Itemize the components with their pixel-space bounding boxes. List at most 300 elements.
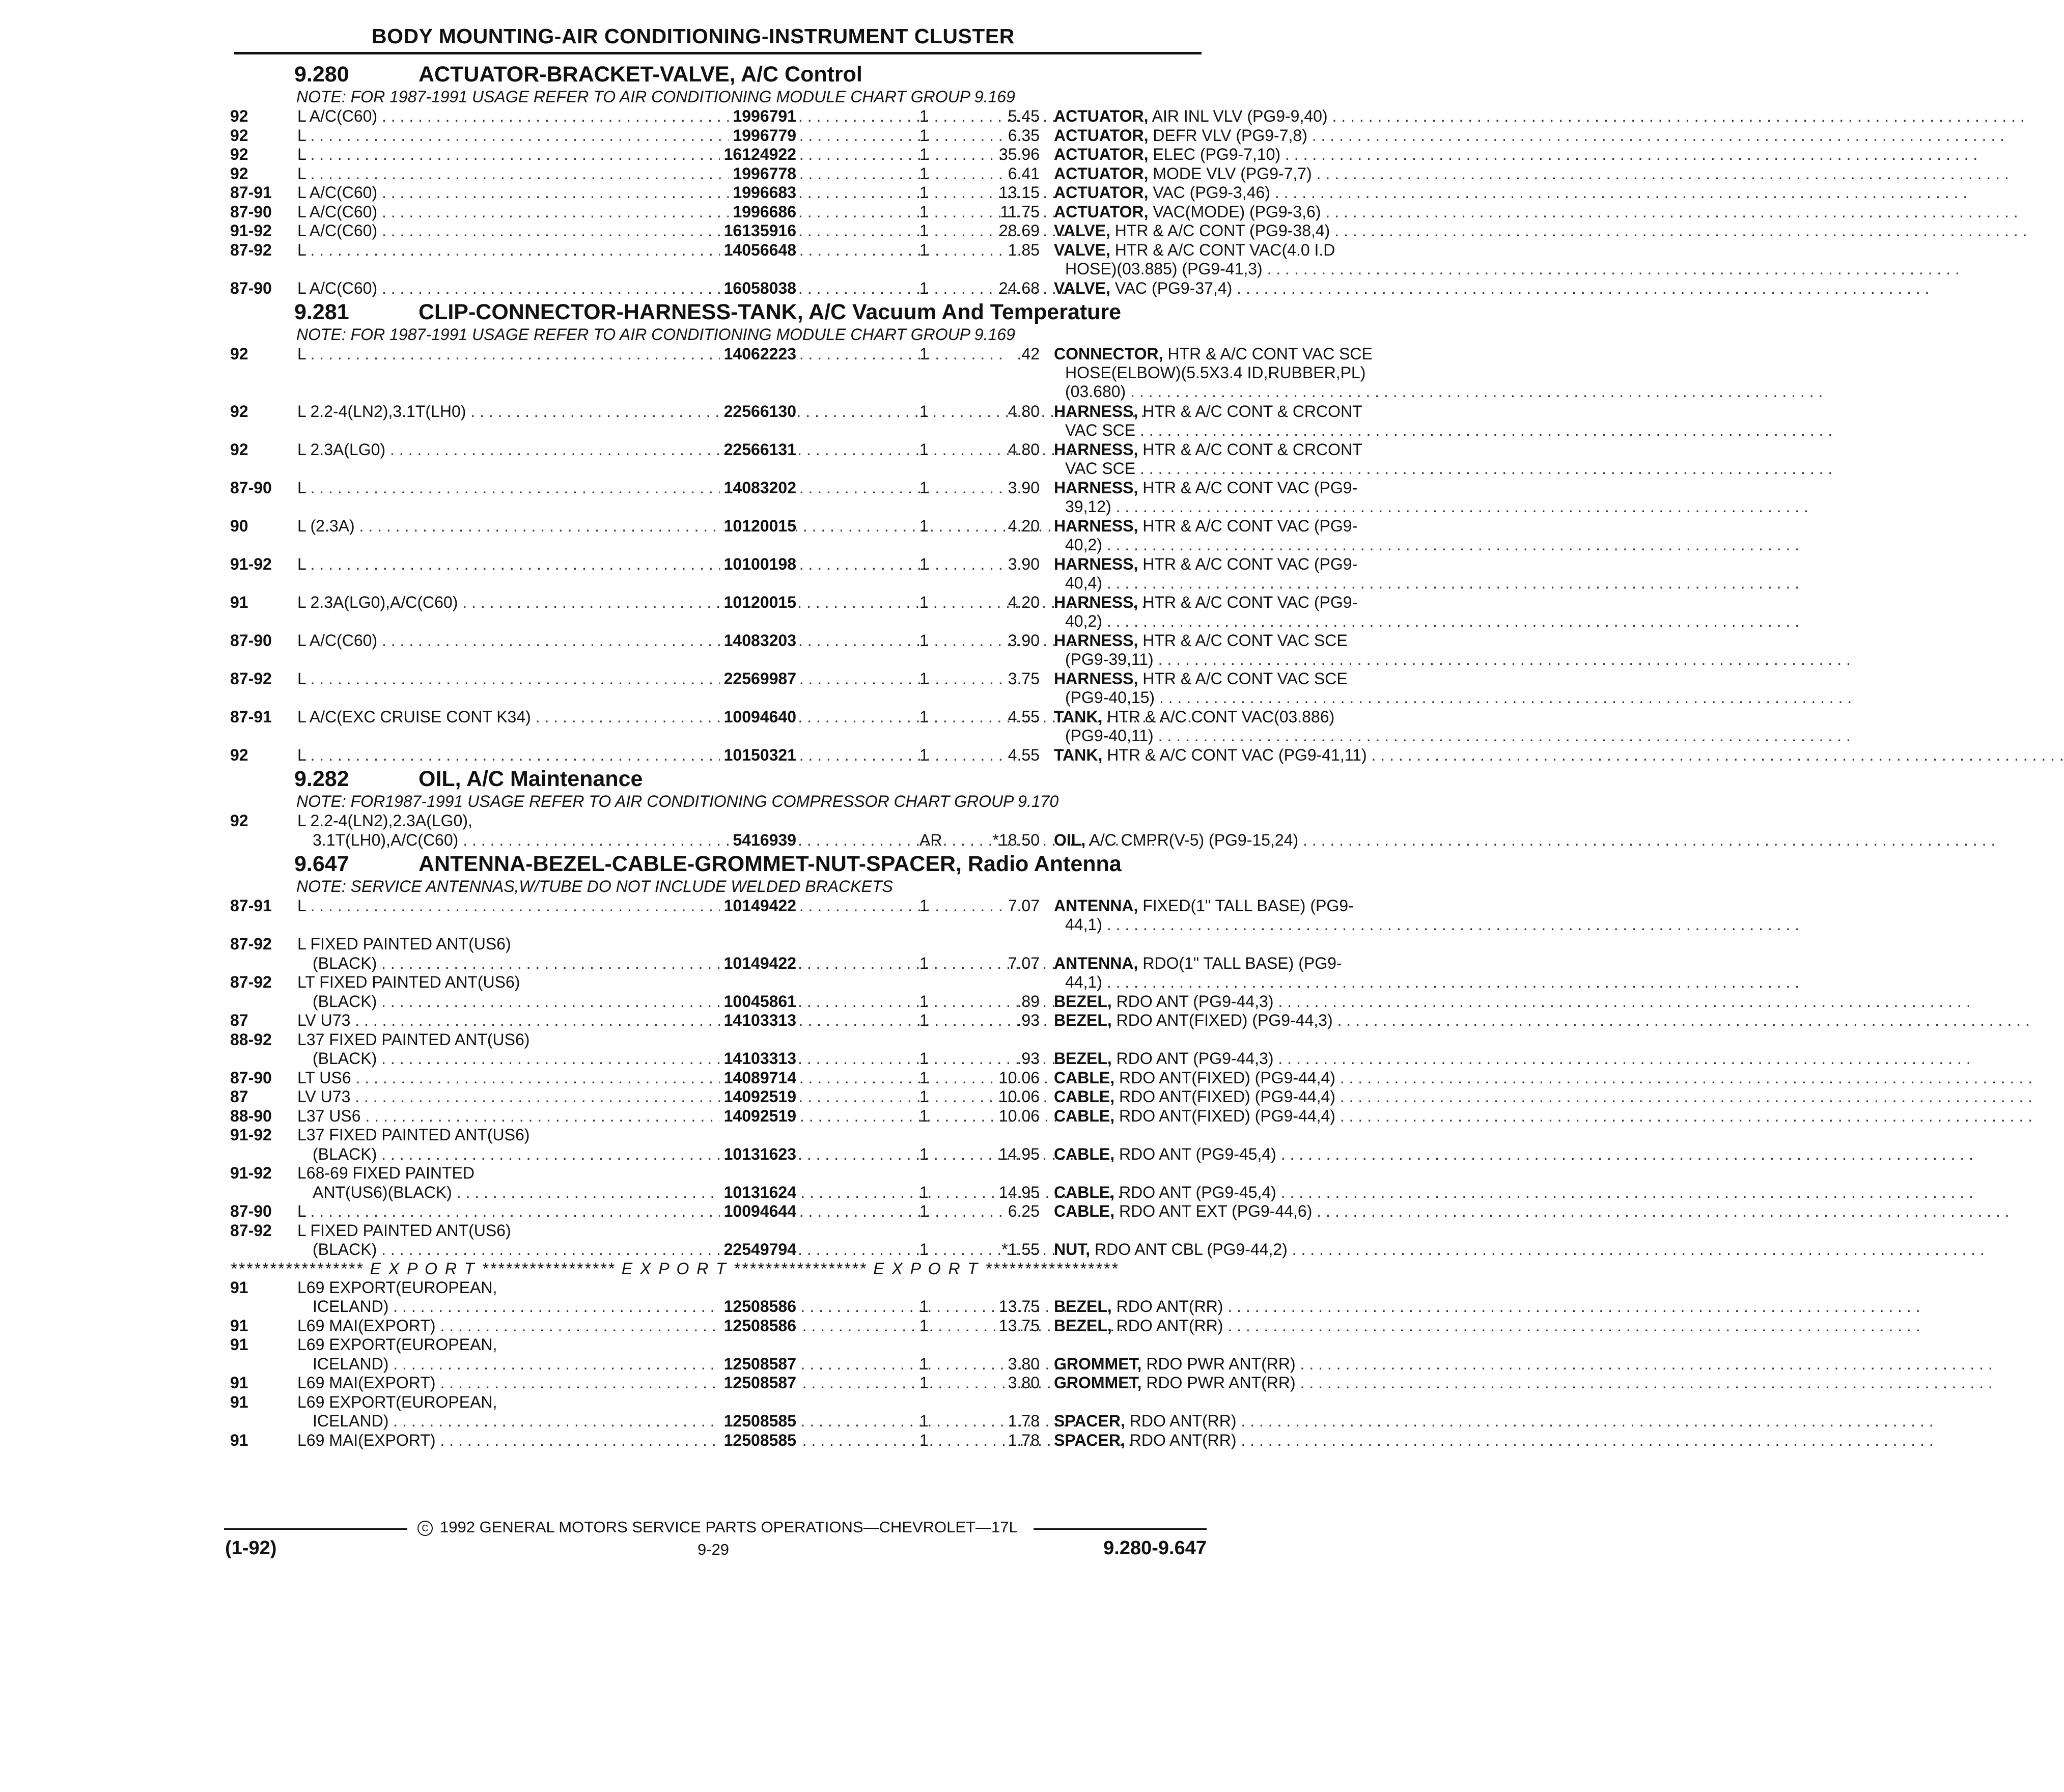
- part-description: [1054, 164, 1420, 183]
- price: 6.25: [1008, 1202, 1040, 1220]
- part-name: BEZEL,: [1054, 992, 1112, 1011]
- part-number: 10131623: [720, 1145, 796, 1164]
- price: .42: [1017, 345, 1040, 363]
- description-text: HTR & A/C CONT & CRCONT: [1142, 440, 1362, 459]
- part-description: [1054, 517, 1420, 554]
- part-number: 10149422: [720, 954, 796, 973]
- usage-line: [297, 1030, 796, 1049]
- quantity: 1: [919, 631, 929, 650]
- usage-line: [297, 479, 796, 497]
- price: 11.75: [1000, 202, 1040, 221]
- quantity: 1: [919, 1431, 929, 1449]
- part-description: [1054, 1107, 1420, 1126]
- usage-line: [297, 1335, 796, 1354]
- part-number: 1996683: [729, 183, 796, 202]
- description-text: RDO ANT(FIXED) (PG9-44,4) . . .: [1119, 1087, 2032, 1106]
- description-line: [1054, 631, 1420, 650]
- description-line: [1054, 1049, 1420, 1068]
- table-row: [230, 126, 1307, 146]
- part-name: ANTENNA,: [1054, 897, 1138, 915]
- description-text: HTR & A/C CONT VAC SCE: [1142, 669, 1348, 688]
- part-number: 1996779: [729, 126, 796, 145]
- price: 4.80: [1008, 402, 1040, 421]
- usage-text: (BLACK) . . .: [297, 1240, 1074, 1258]
- price: 14.95: [998, 1144, 1040, 1163]
- part-name: NUT,: [1054, 1240, 1091, 1258]
- model-years: 91: [230, 593, 248, 611]
- part-description: [1054, 1431, 1420, 1450]
- usage-text: LV U73 . . .: [297, 1011, 1048, 1029]
- quantity: 1: [919, 240, 929, 259]
- price: 4.55: [1008, 745, 1040, 764]
- part-name: BEZEL,: [1054, 1011, 1112, 1029]
- quantity: 1: [919, 1068, 929, 1087]
- model-years: 87-90: [230, 1068, 272, 1087]
- description-text: HOSE(ELBOW)(5.5X3.4 ID,RUBBER,PL): [1065, 363, 1366, 382]
- usage-text: L69 EXPORT(EUROPEAN,: [297, 1278, 497, 1297]
- description-text: RDO ANT(FIXED) (PG9-44,4) . . .: [1119, 1107, 2032, 1125]
- part-name: BEZEL,: [1054, 1049, 1112, 1068]
- usage-line: [297, 145, 796, 164]
- description-line: [1054, 593, 1420, 612]
- usage-text: ICELAND) . . .: [297, 1355, 1086, 1373]
- quantity: 1: [919, 1354, 929, 1373]
- model-years: 92: [230, 126, 248, 145]
- description-line: [1054, 183, 1420, 202]
- part-description: [1054, 831, 1420, 850]
- group-number: 9.282: [294, 767, 349, 791]
- part-description: [1054, 555, 1420, 593]
- export-label: E X P O R T: [873, 1259, 980, 1278]
- usage-text: L 2.3A(LG0) . . .: [297, 440, 1082, 459]
- table-row: [230, 554, 1358, 593]
- table-row: [230, 1011, 1333, 1030]
- usage-line: [297, 1126, 796, 1144]
- part-description: [1054, 897, 1420, 934]
- table-row: [230, 1431, 1237, 1450]
- description-text: (PG9-40,11) . . .: [1065, 726, 1851, 745]
- group-title: [230, 298, 1208, 325]
- table-row: [230, 1335, 1296, 1374]
- footer-rule-right: [1034, 1528, 1207, 1530]
- table-row: [230, 202, 1321, 222]
- page-header: [234, 22, 1202, 56]
- description-text: FIXED(1" TALL BASE) (PG9-: [1142, 897, 1354, 915]
- usage-line: [297, 440, 796, 459]
- price: 28.69: [998, 221, 1040, 240]
- usage-line: [297, 631, 796, 650]
- description-line: [1054, 612, 1420, 631]
- part-description: [1054, 992, 1420, 1011]
- price: *18.50: [992, 830, 1040, 849]
- quantity: 1: [919, 440, 929, 459]
- description-line: [1054, 479, 1420, 497]
- usage-line: [297, 708, 796, 726]
- part-name: VALVE,: [1054, 221, 1110, 240]
- model-years: 87-90: [230, 202, 272, 221]
- table-row: [230, 516, 1358, 555]
- part-number: 12508586: [720, 1297, 796, 1316]
- part-number: 12508587: [720, 1374, 796, 1392]
- part-number: 12508585: [720, 1431, 796, 1450]
- part-name: ACTUATOR,: [1054, 107, 1149, 125]
- description-text: DEFR VLV (PG9-7,8) . . .: [1153, 126, 2004, 145]
- usage-text: L A/C(C60) . . .: [297, 221, 1074, 240]
- table-row: [230, 669, 1348, 708]
- quantity: AR: [919, 830, 942, 849]
- usage-line: [297, 973, 796, 992]
- group-title: [230, 765, 1208, 792]
- model-years: 87-91: [230, 183, 272, 202]
- table-row: [230, 593, 1358, 631]
- quantity: 1: [919, 402, 929, 421]
- description-text: RDO ANT (PG9-45,4) . . .: [1119, 1183, 1973, 1201]
- table-row: [230, 145, 1281, 164]
- table-row: [230, 240, 1335, 279]
- usage-text: L . . .: [297, 241, 1003, 259]
- part-number: 14083203: [720, 631, 796, 650]
- copyright-icon: C: [417, 1521, 433, 1536]
- description-text: AIR INL VLV (PG9-9,40) . . .: [1152, 107, 2025, 125]
- table-row: [230, 631, 1348, 669]
- part-name: HARNESS,: [1054, 478, 1138, 497]
- quantity: 1: [919, 593, 929, 611]
- part-number: 12508585: [720, 1412, 796, 1431]
- description-text: RDO ANT(FIXED) (PG9-44,3) . . .: [1117, 1011, 2030, 1029]
- usage-text: L A/C(C60) . . .: [297, 183, 1074, 202]
- part-description: [1054, 1049, 1420, 1068]
- description-line: [1054, 1145, 1420, 1164]
- usage-line: [297, 935, 796, 954]
- description-text: HTR & A/C CONT VAC(4.0 I.D: [1114, 240, 1335, 259]
- part-name: ACTUATOR,: [1054, 183, 1149, 202]
- price: 3.80: [1008, 1374, 1040, 1392]
- usage-text: (BLACK) . . .: [297, 1145, 1074, 1163]
- usage-text: L 2.2-4(LN2),3.1T(LH0) . . .: [297, 402, 1163, 421]
- footer-rule-left: [224, 1528, 407, 1530]
- part-number: 14092519: [720, 1087, 796, 1106]
- table-row: [230, 1164, 1276, 1202]
- group-note: NOTE: FOR 1987-1991 USAGE REFER TO AIR CONDITIONING MODULE CHART GROUP 9.169: [296, 325, 1015, 344]
- table-row: [230, 1068, 1335, 1088]
- description-line: [1054, 107, 1420, 126]
- description-line: [1054, 402, 1420, 421]
- usage-line: [297, 183, 796, 202]
- quantity: 1: [919, 1011, 929, 1029]
- group-title: [230, 850, 1208, 877]
- table-row: [230, 478, 1358, 517]
- usage-text: L . . .: [297, 345, 1003, 363]
- part-description: [1054, 669, 1420, 707]
- model-years: 91: [230, 1335, 248, 1354]
- price: 3.90: [1008, 554, 1040, 573]
- usage-text: L FIXED PAINTED ANT(US6): [297, 935, 511, 953]
- part-description: [1054, 631, 1420, 669]
- part-description: [1054, 126, 1420, 145]
- usage-text: L . . .: [297, 145, 1003, 163]
- price: 35.96: [998, 145, 1040, 163]
- usage-line: [297, 107, 796, 126]
- description-line: [1054, 1069, 1420, 1087]
- part-name: GROMMET,: [1054, 1354, 1142, 1373]
- usage-line: [297, 221, 796, 240]
- price: 4.80: [1008, 440, 1040, 459]
- table-row: [230, 1278, 1223, 1317]
- price: 10.06: [998, 1068, 1040, 1087]
- quantity: 1: [919, 1240, 929, 1258]
- price: 13.75: [998, 1297, 1040, 1315]
- price: 4.20: [1008, 516, 1040, 535]
- price: 6.41: [1008, 164, 1040, 183]
- part-number: 1996686: [729, 203, 796, 221]
- group-title: [230, 60, 1208, 88]
- part-description: [1054, 1355, 1420, 1374]
- quantity: 1: [919, 202, 929, 221]
- header-rule: [234, 52, 1202, 54]
- description-line: [1054, 708, 1420, 726]
- model-years: 87-92: [230, 935, 272, 953]
- description-line: [1054, 345, 1420, 363]
- usage-line: [297, 1355, 796, 1374]
- description-line: [1054, 517, 1420, 536]
- part-description: [1054, 221, 1420, 240]
- group-name: ANTENNA-BEZEL-CABLE-GROMMET-NUT-SPACER, Radio Antenna: [419, 852, 1122, 876]
- usage-line: [297, 1221, 796, 1240]
- part-description: [1054, 107, 1420, 126]
- description-line: [1054, 897, 1420, 915]
- price: 10.06: [998, 1087, 1040, 1106]
- usage-line: [297, 897, 796, 915]
- usage-text: LT US6 . . .: [297, 1069, 1048, 1087]
- part-number: 1996791: [729, 107, 796, 126]
- usage-line: [297, 1297, 796, 1316]
- part-name: TANK,: [1054, 745, 1103, 764]
- quantity: 1: [919, 345, 929, 363]
- export-label: E X P O R T: [621, 1259, 728, 1278]
- usage-line: [297, 1145, 796, 1164]
- usage-text: L69 MAI(EXPORT) . . .: [297, 1374, 1133, 1392]
- usage-text: LV U73 . . .: [297, 1087, 1048, 1106]
- part-number: 22566130: [720, 402, 796, 421]
- group-range: 9.280-9.647: [1103, 1537, 1207, 1559]
- quantity: 1: [919, 1297, 929, 1315]
- quantity: 1: [919, 516, 929, 535]
- part-number: 10120015: [720, 593, 796, 612]
- price: .93: [1017, 1011, 1040, 1029]
- table-row: [230, 1030, 1274, 1069]
- description-line: [1054, 421, 1420, 440]
- usage-line: [297, 811, 796, 830]
- part-name: CABLE,: [1054, 1183, 1115, 1201]
- part-number: 10120015: [720, 517, 796, 536]
- table-row: [230, 1221, 1288, 1259]
- model-years: 92: [230, 107, 248, 125]
- usage-text: (BLACK) . . .: [297, 992, 1074, 1011]
- part-description: [1054, 1297, 1420, 1316]
- description-line: [1054, 164, 1420, 183]
- model-years: 88-90: [230, 1106, 272, 1125]
- part-name: BEZEL,: [1054, 1316, 1112, 1335]
- description-text: HTR & A/C CONT VAC (PG9-: [1142, 478, 1358, 497]
- model-years: 91: [230, 1278, 248, 1297]
- quantity: 1: [919, 145, 929, 163]
- usage-line: [297, 1317, 796, 1335]
- usage-line: [297, 555, 796, 574]
- description-text: ELEC (PG9-7,10) . . .: [1153, 145, 1977, 163]
- part-number: 12508587: [720, 1355, 796, 1374]
- price: 13.15: [998, 183, 1040, 202]
- part-description: [1054, 1145, 1420, 1164]
- page-number: 9-29: [698, 1541, 730, 1558]
- usage-text: L68-69 FIXED PAINTED: [297, 1164, 475, 1182]
- quantity: 1: [919, 107, 929, 125]
- usage-line: [297, 831, 796, 850]
- table-row: [230, 1087, 1335, 1107]
- page-title: BODY MOUNTING-AIR CONDITIONING-INSTRUMENT CLUSTER: [372, 24, 1015, 48]
- price: 4.55: [1008, 707, 1040, 726]
- quantity: 1: [919, 1374, 929, 1392]
- model-years: 87-90: [230, 631, 272, 650]
- table-row: [230, 1106, 1335, 1126]
- description-text: RDO PWR ANT(RR) . . .: [1146, 1374, 1992, 1392]
- description-line: [1054, 574, 1420, 593]
- part-number: 10094640: [720, 708, 796, 726]
- part-number: 22549794: [720, 1240, 796, 1259]
- model-years: 87-92: [230, 669, 272, 688]
- description-text: RDO ANT (PG9-44,3) . . .: [1117, 992, 1971, 1011]
- description-text: VAC (PG9-37,4) . . .: [1115, 279, 1930, 297]
- usage-line: [297, 1183, 796, 1202]
- usage-text: L37 FIXED PAINTED ANT(US6): [297, 1126, 530, 1144]
- model-years: 92: [230, 145, 248, 163]
- price: 1.85: [1008, 240, 1040, 259]
- revision-date: (1-92): [225, 1537, 277, 1559]
- part-description: [1054, 1374, 1420, 1392]
- part-number: 10131624: [720, 1183, 796, 1202]
- model-years: 91: [230, 1392, 248, 1411]
- part-name: SPACER,: [1054, 1431, 1125, 1449]
- table-row: [230, 402, 1362, 440]
- description-text: HTR & A/C CONT VAC (PG9-: [1142, 554, 1358, 573]
- description-text: 40,4) . . .: [1065, 574, 1799, 592]
- part-name: ACTUATOR,: [1054, 164, 1149, 183]
- usage-line: [297, 1240, 796, 1259]
- usage-line: [297, 1011, 796, 1030]
- description-text: HTR & A/C CONT VAC(03.886): [1107, 707, 1335, 726]
- description-line: [1054, 1297, 1420, 1316]
- quantity: 1: [919, 1183, 929, 1201]
- part-name: HARNESS,: [1054, 593, 1138, 611]
- part-name: GROMMET,: [1054, 1374, 1142, 1392]
- part-name: VALVE,: [1054, 278, 1110, 297]
- usage-text: (BLACK) . . .: [297, 954, 1074, 972]
- usage-line: [297, 203, 796, 221]
- part-number: 14103313: [720, 1049, 796, 1068]
- price: .93: [1017, 1049, 1040, 1068]
- price: 7.07: [1008, 954, 1040, 972]
- part-number: 14103313: [720, 1011, 796, 1030]
- description-text: RDO ANT(FIXED) (PG9-44,4) . . .: [1119, 1069, 2032, 1087]
- quantity: 1: [919, 554, 929, 573]
- description-line: [1054, 241, 1420, 260]
- usage-text: (BLACK) . . .: [297, 1049, 1074, 1068]
- usage-line: [297, 1164, 796, 1183]
- usage-line: [297, 1069, 796, 1087]
- description-line: [1054, 1011, 1420, 1030]
- part-number: 10045861: [720, 992, 796, 1011]
- quantity: 1: [919, 183, 929, 202]
- quantity: 1: [919, 478, 929, 497]
- parts-catalog-body: [230, 60, 1373, 1450]
- part-description: [1054, 746, 1420, 765]
- description-line: [1054, 203, 1420, 221]
- part-number: 16058038: [720, 279, 796, 298]
- price: 14.95: [998, 1183, 1040, 1201]
- description-text: RDO ANT (PG9-45,4) . . .: [1119, 1145, 1973, 1163]
- part-name: CABLE,: [1054, 1087, 1115, 1106]
- description-text: (PG9-40,15) . . .: [1065, 688, 1852, 707]
- part-number: 14083202: [720, 479, 796, 497]
- usage-line: [297, 1374, 796, 1392]
- usage-line: [297, 402, 796, 421]
- usage-text: L . . .: [297, 746, 1003, 764]
- part-description: [1054, 1240, 1420, 1259]
- description-text: RDO ANT(RR) . . .: [1117, 1317, 1920, 1335]
- price: 3.80: [1008, 1354, 1040, 1373]
- table-row: [230, 1202, 1313, 1221]
- description-text: VAC SCE . . .: [1065, 421, 1832, 439]
- group-note: NOTE: SERVICE ANTENNAS,W/TUBE DO NOT INCLUDE WELDED BRACKETS: [296, 877, 893, 895]
- description-line: [1054, 831, 1420, 850]
- group-note: NOTE: FOR 1987-1991 USAGE REFER TO AIR CONDITIONING MODULE CHART GROUP 9.169: [296, 88, 1015, 106]
- part-number: 16135916: [720, 221, 796, 240]
- price: .89: [1017, 992, 1040, 1011]
- group-name: CLIP-CONNECTOR-HARNESS-TANK, A/C Vacuum And Temperature: [419, 300, 1122, 324]
- table-row: [230, 707, 1335, 746]
- description-text: RDO ANT (PG9-44,3) . . .: [1117, 1049, 1971, 1068]
- description-line: [1054, 669, 1420, 688]
- price: 10.06: [998, 1106, 1040, 1125]
- model-years: 92: [230, 440, 248, 459]
- description-text: HTR & A/C CONT VAC (PG9-: [1142, 516, 1358, 535]
- table-row: [230, 745, 1367, 765]
- model-years: 87-92: [230, 973, 272, 991]
- table-row: [230, 1374, 1296, 1393]
- description-line: [1054, 1412, 1420, 1431]
- usage-line: [297, 746, 796, 765]
- description-line: [1054, 650, 1420, 669]
- description-text: RDO ANT EXT (PG9-44,6) . . .: [1119, 1202, 2010, 1220]
- usage-line: [297, 241, 796, 260]
- group-name: OIL, A/C Maintenance: [419, 767, 643, 791]
- quantity: 1: [919, 278, 929, 297]
- table-row: [230, 973, 1274, 1011]
- copyright-text: 1992 GENERAL MOTORS SERVICE PARTS OPERATIONS—CHEVROLET—17L: [440, 1518, 1018, 1536]
- price: 3.75: [1008, 669, 1040, 688]
- description-line: [1054, 915, 1420, 934]
- usage-text: L 2.3A(LG0),A/C(C60) . . .: [297, 593, 1155, 611]
- part-number: 14092519: [720, 1107, 796, 1126]
- model-years: 90: [230, 516, 248, 535]
- description-line: [1054, 1107, 1420, 1126]
- usage-line: [297, 992, 796, 1011]
- part-number: 5416939: [729, 831, 796, 850]
- usage-line: [297, 1087, 796, 1106]
- description-line: [1054, 1202, 1420, 1221]
- part-name: CABLE,: [1054, 1202, 1115, 1220]
- description-line: [1054, 459, 1420, 478]
- part-name: HARNESS,: [1054, 516, 1138, 535]
